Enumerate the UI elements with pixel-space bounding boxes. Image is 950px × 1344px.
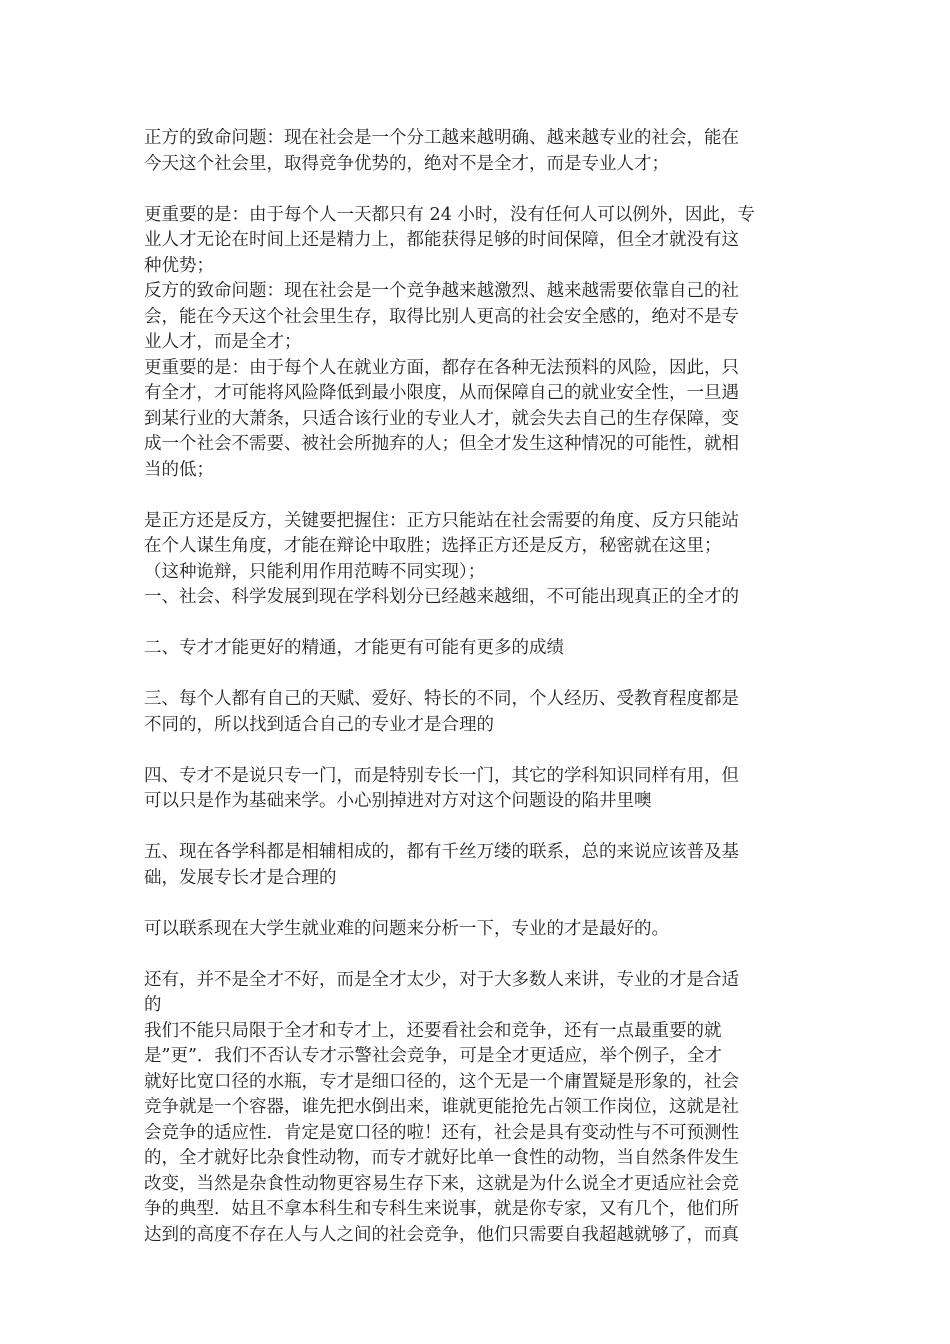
- paragraph-gap: [144, 177, 804, 203]
- paragraph-gap: [144, 611, 804, 637]
- paragraph-gap: [144, 738, 804, 764]
- paragraph-gap: [144, 483, 804, 509]
- paragraph-gap: [144, 662, 804, 688]
- paragraph-negative-advantage: 更重要的是：由于每个人在就业方面，都存在各种无法预料的风险，因此，只 有全才，才可能将风险降低到最小限度，从而保障自己的就业安全性，一旦遇 到某行业的大萧条，只适合该行业的专业人才，就会失去自己的生存保障，变 成一个社会不需要、被社会所抛弃的人；但全才发生这种情况的可能性，就相 当的低；: [144, 357, 739, 480]
- paragraph-competition-argument: 我们不能只局限于全才和专才上，还要看社会和竞争，还有一点最重要的就 是”更”．我们不否认专才示警社会竞争，可是全才更适应，举个例子，全才 就好比宽口径的水瓶，专才是细口径的，这个无是一个庸置疑是形象的，社会 竞争就是一个容器，谁先把水倒出来，谁就更能抢先占领工作岗位，这就是社 会竞争的适应性．肯定是宽口径的啦！还有，社会是具有变动性与不可预测性 的，全才就好比杂食性动物，而专才就好比单一食性的动物，当自然条件发生 改变，当然是杂食性动物更容易生存下来，这就是为什么说全才更适应社会竞 争的典型．姑且不拿本科生和专科生来说事，就是你专家，又有几个，他们所 达到的高度不存在人与人之间的社会竞争，他们只需要自我超越就够了，而真: [144, 1020, 739, 1245]
- paragraph-point-three: 三、每个人都有自己的天赋、爱好、特长的不同，个人经历、受教育程度都是 不同的，所以找到适合自己的专业才是合理的: [144, 689, 739, 735]
- paragraph-gap: [144, 815, 804, 841]
- paragraph-point-four: 四、专才不是说只专一门，而是特别专长一门，其它的学科知识同样有用，但 可以只是作为基础来学。小心别掉进对方对这个问题设的陷井里噢: [144, 765, 739, 811]
- paragraph-point-one: 一、社会、科学发展到现在学科划分已经越来越细，不可能出现真正的全才的: [144, 587, 739, 607]
- paragraph-generalist-rare: 还有，并不是全才不好，而是全才太少，对于大多数人来讲，专业的才是合适 的: [144, 969, 739, 1015]
- paragraph-key-point: 是正方还是反方，关键要把握住：正方只能站在社会需要的角度、反方只能站 在个人谋生角度，才能在辩论中取胜；选择正方还是反方，秘密就在这里； （这种诡辩，只能利用作用范畴不同实现）；: [144, 510, 739, 582]
- paragraph-gap: [144, 942, 804, 968]
- paragraph-gap: [144, 891, 804, 917]
- paragraph-affirmative-problem: 正方的致命问题：现在社会是一个分工越来越明确、越来越专业的社会，能在 今天这个社会里，取得竞争优势的，绝对不是全才，而是专业人才；: [144, 128, 739, 174]
- document-body: [144, 126, 804, 1248]
- paragraph-negative-problem: 反方的致命问题：现在社会是一个竞争越来越激烈、越来越需要依靠自己的社 会，能在今天这个社会里生存，取得比别人更高的社会安全感的，绝对不是专 业人才，而是全才；: [144, 281, 739, 352]
- paragraph-employment: 可以联系现在大学生就业难的问题来分析一下，专业的才是最好的。: [144, 918, 669, 939]
- paragraph-point-five: 五、现在各学科都是相辅相成的，都有千丝万缕的联系，总的来说应该普及基 础，发展专长才是合理的: [144, 842, 739, 888]
- paragraph-affirmative-advantage: 更重要的是：由于每个人一天都只有 24 小时，没有任何人可以例外，因此，专 业人才无论在时间上还是精力上，都能获得足够的时间保障，但全才就没有这 种优势；: [144, 204, 755, 276]
- paragraph-point-two: 二、专才才能更好的精通，才能更有可能有更多的成绩: [144, 638, 564, 658]
